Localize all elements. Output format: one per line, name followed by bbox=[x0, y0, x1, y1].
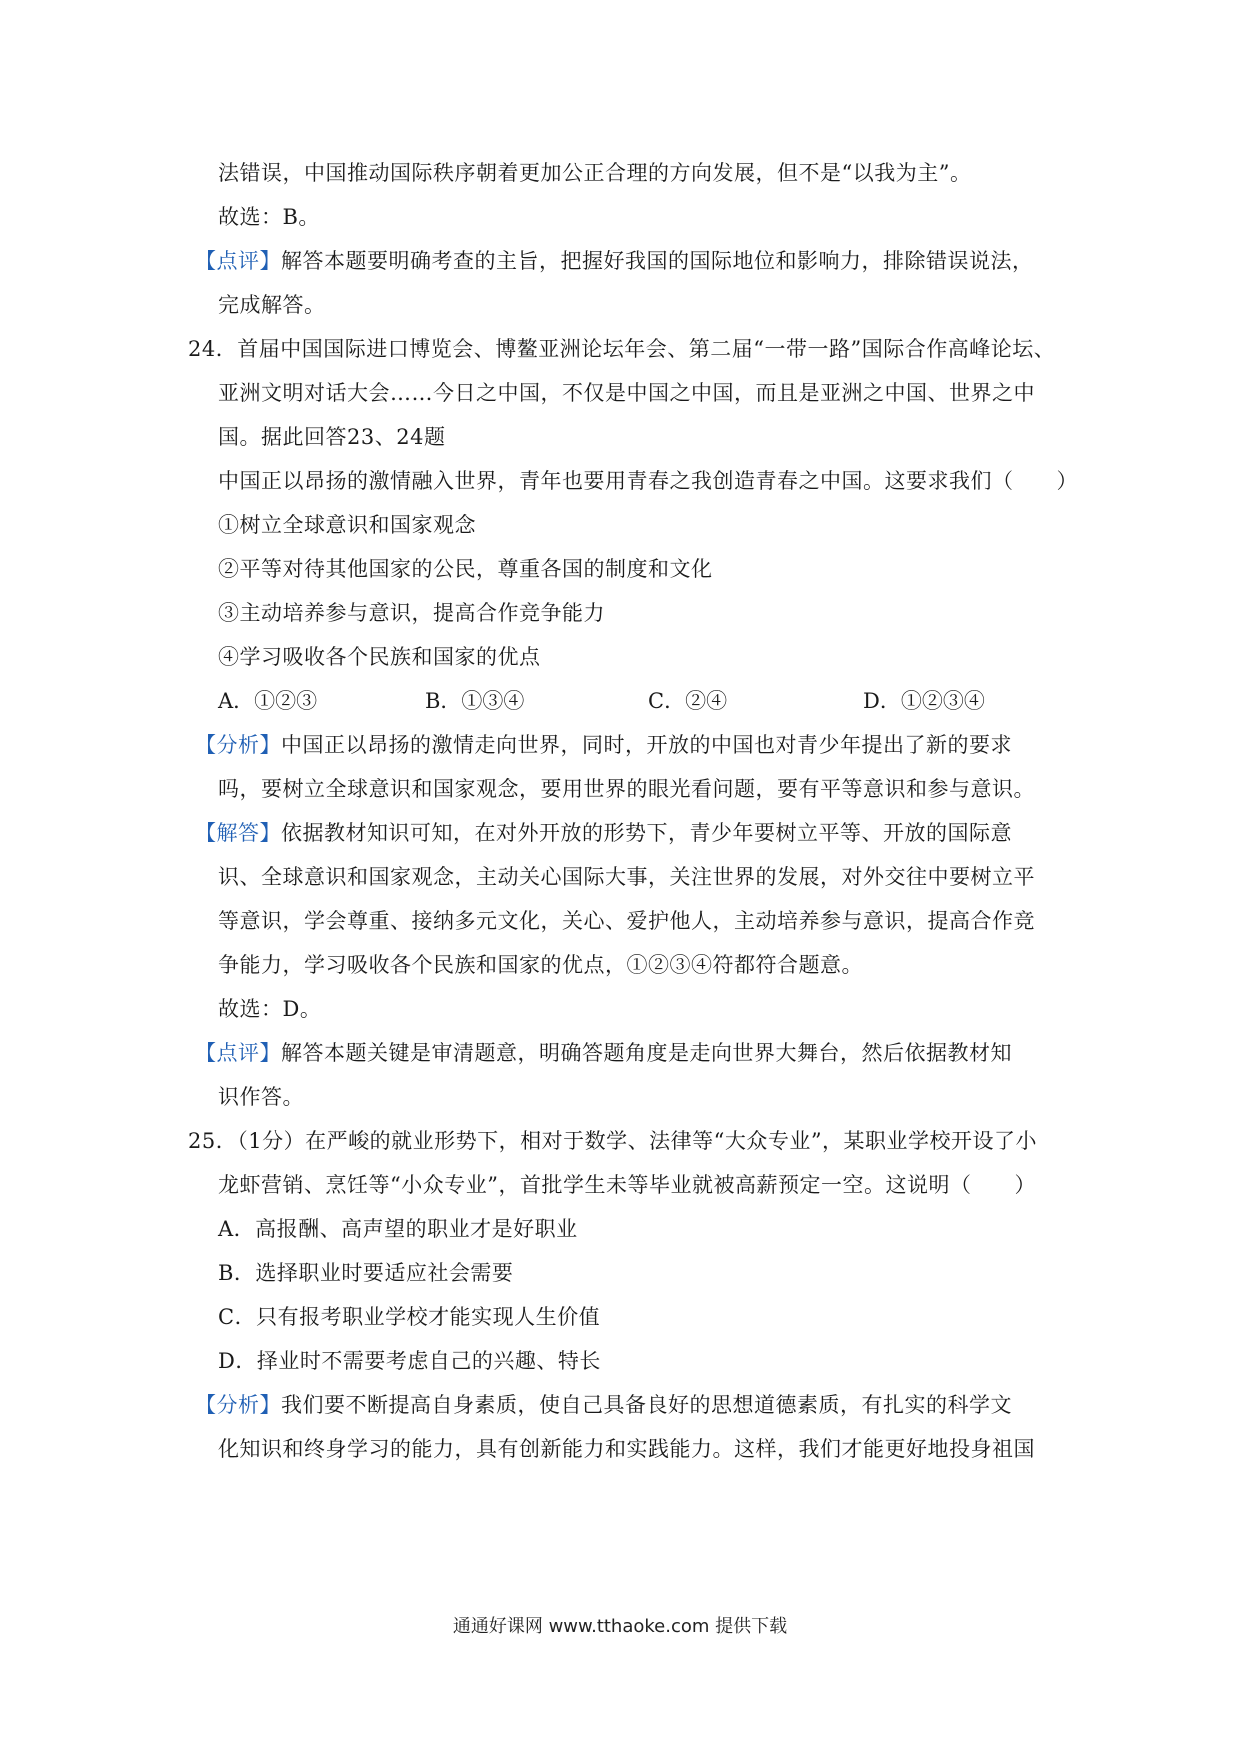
comment-text: 解答本题要明确考查的主旨，把握好我国的国际地位和影响力，排除错误说法， bbox=[281, 249, 1034, 273]
q25-option-c: C．只有报考职业学校才能实现人生价值 bbox=[218, 1305, 601, 1329]
q24-option-b: B．①③④ bbox=[425, 689, 525, 713]
comment-tag: 【点评】 bbox=[195, 1041, 281, 1065]
q24-question-line3: 国。据此回答23、24题 bbox=[218, 425, 446, 449]
analysis-tag: 【分析】 bbox=[195, 1393, 281, 1417]
page-footer: 通通好课网 www.tthaoke.com 提供下载 bbox=[452, 1616, 788, 1637]
q24-solution-line3: 等意识，学会尊重、接纳多元文化，关心、爱护他人，主动培养参与意识，提高合作竞 bbox=[218, 909, 1035, 933]
q24-options bbox=[218, 686, 1018, 716]
q24-option-d: D．①②③④ bbox=[863, 689, 985, 713]
q24-question-line2: 亚洲文明对话大会……今日之中国，不仅是中国之中国，而且是亚洲之中国、世界之中 bbox=[218, 381, 1035, 405]
q24-item: ③主动培养参与意识，提高合作竞争能力 bbox=[218, 601, 605, 625]
q24-comment bbox=[195, 1038, 1012, 1068]
q23-comment bbox=[195, 246, 1034, 276]
q24-analysis-line2: 吗，要树立全球意识和国家观念，要用世界的眼光看问题，要有平等意识和参与意识。 bbox=[218, 777, 1035, 801]
q25-question-line1: 25．（1分）在严峻的就业形势下，相对于数学、法律等“大众专业”，某职业学校开设了小 bbox=[188, 1129, 1038, 1153]
q24-option-c: C．②④ bbox=[648, 689, 728, 713]
q25-analysis-line2: 化知识和终身学习的能力，具有创新能力和实践能力。这样，我们才能更好地投身祖国 bbox=[218, 1437, 1035, 1461]
q24-item: ②平等对待其他国家的公民，尊重各国的制度和文化 bbox=[218, 557, 713, 581]
q24-answer: 故选：D。 bbox=[218, 997, 322, 1021]
q23-text-line: 法错误，中国推动国际秩序朝着更加公正合理的方向发展，但不是“以我为主”。 bbox=[218, 161, 972, 185]
solution-text: 依据教材知识可知，在对外开放的形势下，青少年要树立平等、开放的国际意 bbox=[281, 821, 1012, 845]
q24-solution bbox=[195, 818, 1012, 848]
analysis-tag: 【分析】 bbox=[195, 733, 281, 757]
q25-option-b: B．选择职业时要适应社会需要 bbox=[218, 1261, 514, 1285]
q24-analysis bbox=[195, 730, 1012, 760]
analysis-text: 我们要不断提高自身素质，使自己具备良好的思想道德素质，有扎实的科学文 bbox=[281, 1393, 1012, 1417]
solution-tag: 【解答】 bbox=[195, 821, 281, 845]
q24-stem: 中国正以昂扬的激情融入世界，青年也要用青春之我创造青春之中国。这要求我们（ ） bbox=[218, 469, 1078, 493]
q24-item: ④学习吸收各个民族和国家的优点 bbox=[218, 645, 541, 669]
q23-answer: 故选：B。 bbox=[218, 205, 320, 229]
q24-solution-line4: 争能力，学习吸收各个民族和国家的优点，①②③④符都符合题意。 bbox=[218, 953, 863, 977]
q25-option-a: A．高报酬、高声望的职业才是好职业 bbox=[218, 1217, 578, 1241]
comment-text: 解答本题关键是审清题意，明确答题角度是走向世界大舞台，然后依据教材知 bbox=[281, 1041, 1012, 1065]
q24-question-line1: 24．首届中国国际进口博览会、博鳌亚洲论坛年会、第二届“一带一路”国际合作高峰论坛、 bbox=[188, 337, 1056, 361]
q25-option-d: D．择业时不需要考虑自己的兴趣、特长 bbox=[218, 1349, 601, 1373]
q24-comment-line2: 识作答。 bbox=[218, 1085, 304, 1109]
q23-comment-line2: 完成解答。 bbox=[218, 293, 326, 317]
analysis-text: 中国正以昂扬的激情走向世界，同时，开放的中国也对青少年提出了新的要求 bbox=[281, 733, 1012, 757]
q25-question-line2: 龙虾营销、烹饪等“小众专业”，首批学生未等毕业就被高薪预定一空。这说明（ ） bbox=[218, 1173, 1036, 1197]
q24-solution-line2: 识、全球意识和国家观念，主动关心国际大事，关注世界的发展，对外交往中要树立平 bbox=[218, 865, 1035, 889]
q24-option-a: A．①②③ bbox=[218, 689, 318, 713]
q25-analysis bbox=[195, 1390, 1012, 1420]
comment-tag: 【点评】 bbox=[195, 249, 281, 273]
q24-item: ①树立全球意识和国家观念 bbox=[218, 513, 476, 537]
